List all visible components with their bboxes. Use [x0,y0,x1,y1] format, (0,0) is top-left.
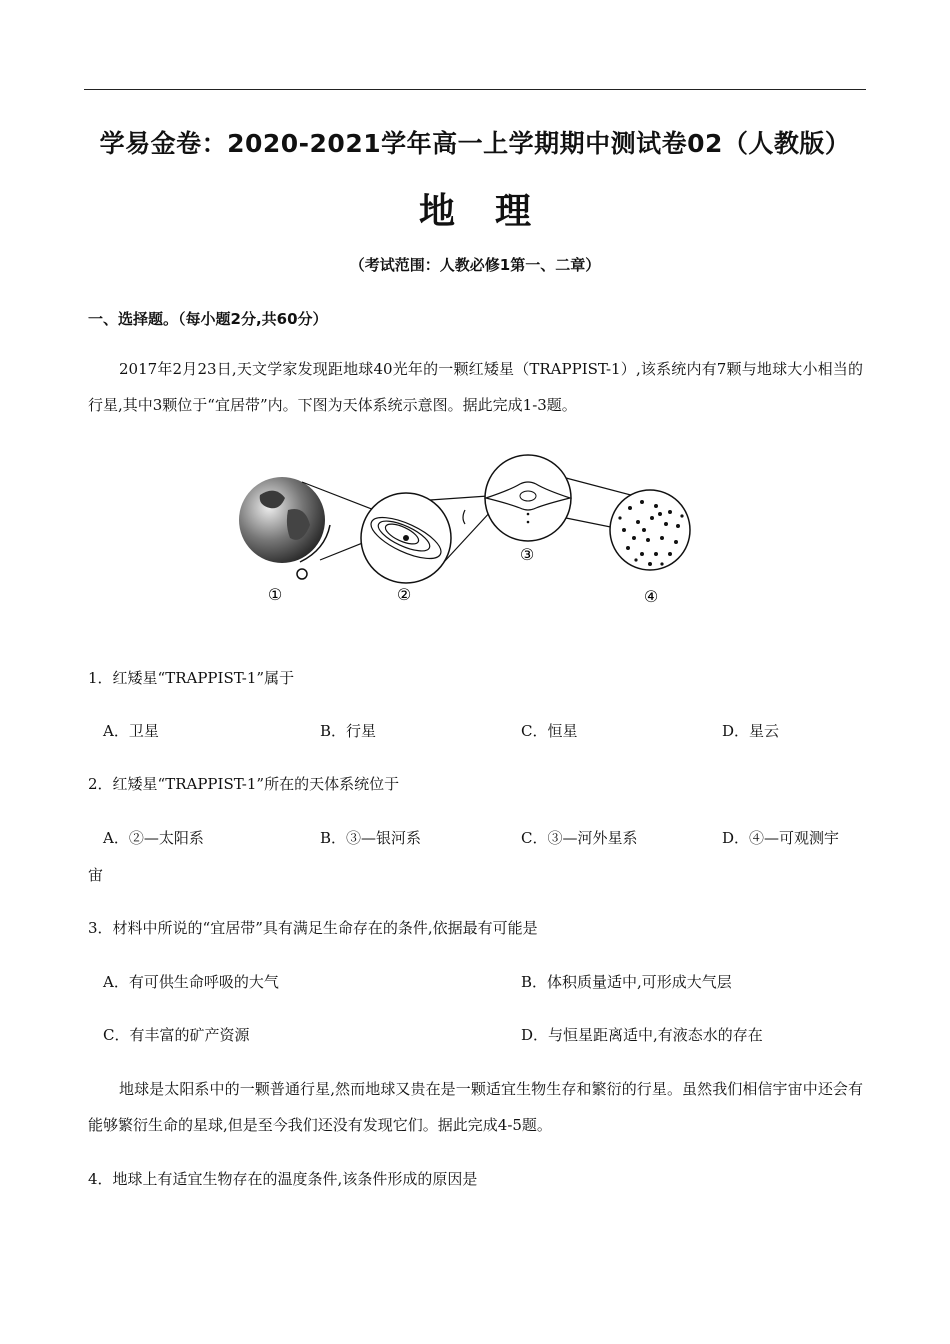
figure-label-3: ③ [519,545,535,564]
q1-option-b[interactable]: B．行星 [320,722,377,740]
question-1-stem: 1．红矮星“TRAPPIST-1”属于 [88,669,295,687]
earth-icon [239,477,325,563]
question-4-stem: 4．地球上有适宜生物存在的温度条件,该条件形成的原因是 [88,1170,478,1188]
q1-option-c[interactable]: C．恒星 [521,722,578,740]
q3-option-c[interactable]: C．有丰富的矿产资源 [103,1026,250,1044]
figure-label-4: ④ [643,587,659,606]
subject-title: 地理 [418,191,571,232]
moon-icon [297,569,307,579]
q2-option-a[interactable]: A．②—太阳系 [103,829,204,847]
q3-option-b[interactable]: B．体积质量适中,可形成大气层 [521,973,732,991]
header-rule [84,89,866,90]
figure-label-1: ① [267,585,283,604]
figure-label-2: ② [396,585,412,604]
passage-1: 2017年2月23日,天文学家发现距地球40光年的一颗红矮星（TRAPPIST-1）,该系统内有7颗与地球大小相当的行星,其中3颗位于“宜居带”内。下图为天体系统示意图。据此完成1-3题。 [88,360,863,414]
exam-title: 学易金卷：2020-2021学年高一上学期期中测试卷02（人教版） [99,129,851,158]
q3-option-a[interactable]: A．有可供生命呼吸的大气 [103,973,279,991]
q2-option-d-wrap: 宙 [88,866,104,884]
universe-icon [610,490,690,570]
q2-option-d[interactable]: D．④—可观测宇 [722,829,840,847]
passage-2: 地球是太阳系中的一颗普通行星,然而地球又贵在是一颗适宜生物生存和繁衍的行星。虽然我们相信宇宙中还会有能够繁衍生命的星球,但是至今我们还没有发现它们。据此完成4-5题。 [88,1080,863,1134]
q3-option-d[interactable]: D．与恒星距离适中,有液态水的存在 [521,1026,763,1044]
q2-option-c[interactable]: C．③—河外星系 [521,829,638,847]
exam-scope: （考试范围：人教必修1第一、二章） [349,256,601,274]
q1-option-d[interactable]: D．星云 [722,722,780,740]
section-heading: 一、选择题。（每小题2分,共60分） [88,310,328,328]
q2-option-b[interactable]: B．③—银河系 [320,829,422,847]
question-2-stem: 2．红矮星“TRAPPIST-1”所在的天体系统位于 [88,775,400,793]
q1-option-a[interactable]: A．卫星 [103,722,159,740]
question-3-stem: 3．材料中所说的“宜居带”具有满足生命存在的条件,依据最有可能是 [88,919,538,937]
celestial-system-figure [230,450,710,610]
galaxy-icon [485,455,571,541]
solar-system-icon [361,493,451,583]
